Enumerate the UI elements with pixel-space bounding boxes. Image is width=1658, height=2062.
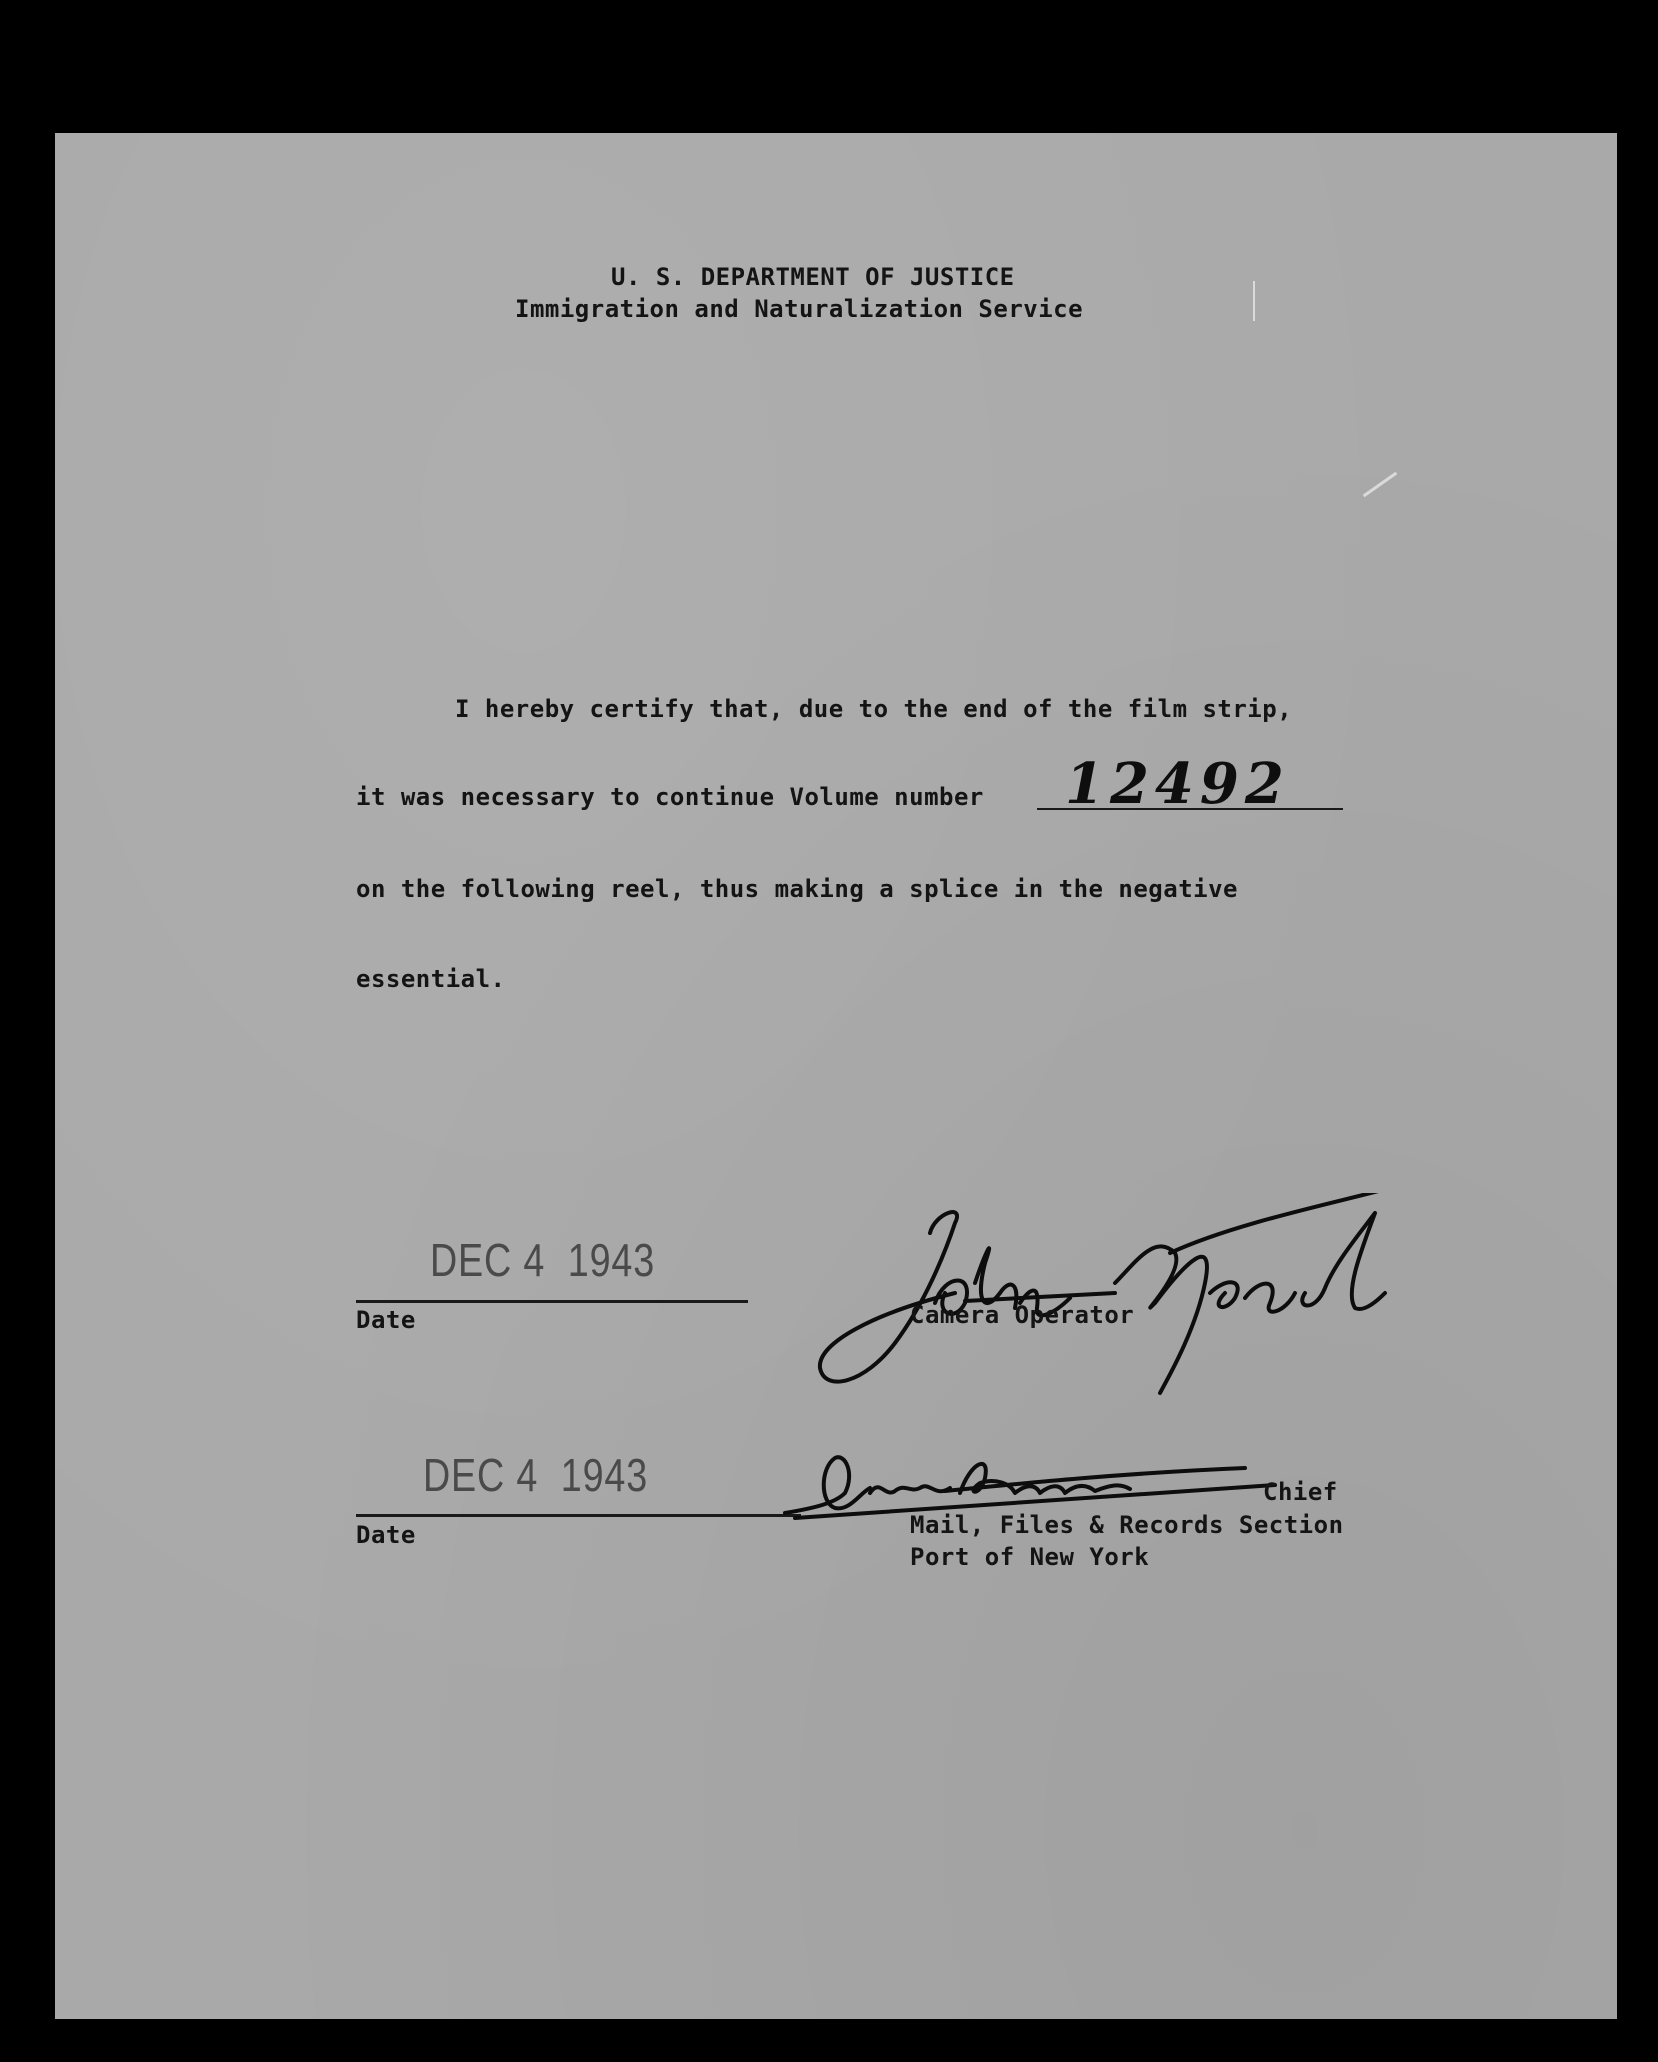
date-label-1: Date (356, 1306, 416, 1334)
department-heading: U. S. DEPARTMENT OF JUSTICE (611, 263, 1015, 291)
service-heading: Immigration and Naturalization Service (515, 295, 1084, 323)
date-stamp-1: DEC 4 1943 (430, 1234, 656, 1286)
camera-operator-signature (815, 1193, 1435, 1403)
date-label-2: Date (356, 1521, 416, 1549)
scan-mark (1363, 472, 1397, 497)
date-line-1 (356, 1300, 748, 1303)
date-line-2 (356, 1514, 801, 1517)
certification-line-1: I hereby certify that, due to the end of the film strip, (455, 695, 1293, 723)
date-stamp-2: DEC 4 1943 (423, 1449, 649, 1501)
volume-number: 12492 (1065, 751, 1290, 817)
certification-line-2: it was necessary to continue Volume number (356, 783, 984, 811)
certification-line-3: on the following reel, thus making a splice in the negative (356, 875, 1239, 903)
camera-operator-title: Camera Operator (910, 1301, 1135, 1329)
chief-department: Mail, Files & Records Section (910, 1511, 1344, 1539)
certification-line-4: essential. (356, 965, 506, 993)
chief-title: Chief (1263, 1478, 1338, 1506)
chief-location: Port of New York (910, 1543, 1150, 1571)
scan-mark (1253, 281, 1255, 321)
document-page (55, 133, 1617, 2019)
